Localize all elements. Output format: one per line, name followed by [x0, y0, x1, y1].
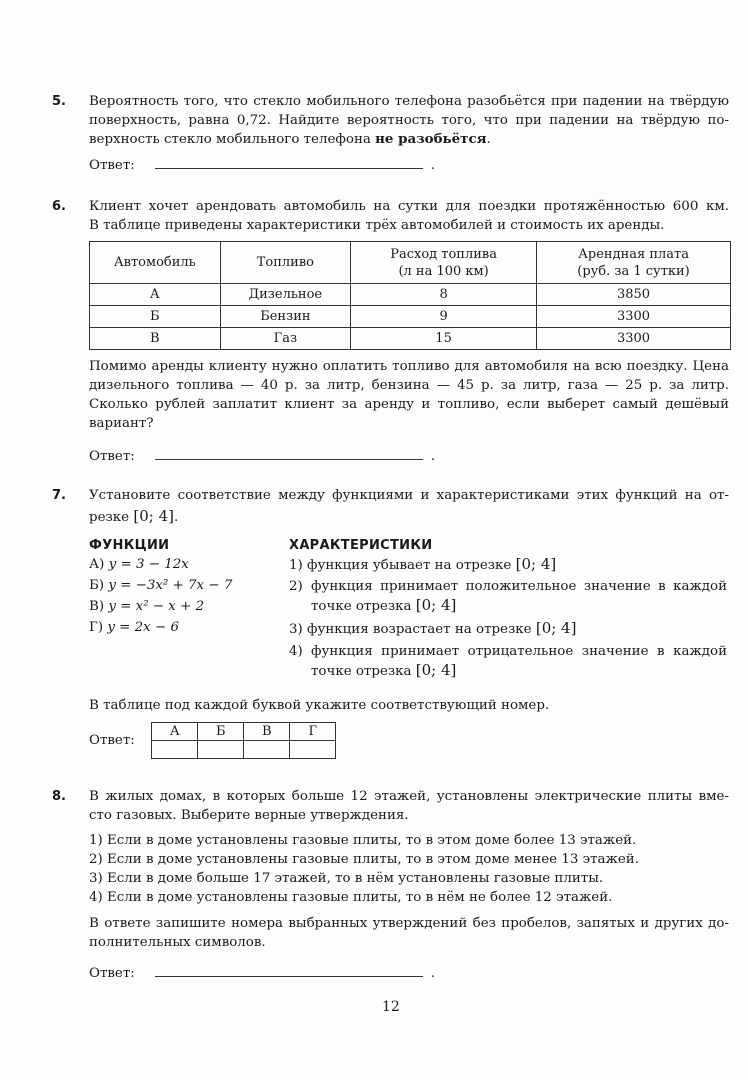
header-line: Расход топлива: [390, 246, 497, 262]
answer-label: Ответ:: [89, 733, 135, 748]
task-note: [89, 914, 729, 952]
interval: [0; 4]: [133, 507, 174, 525]
list-item: 1) Если в доме установлены газовые плиты, то в этом доме более 13 этажей.: [89, 833, 637, 848]
text-line: полнительных символов.: [89, 935, 266, 950]
table-cell: 3300: [537, 306, 731, 328]
item-label: Г): [89, 620, 104, 635]
interval: [0; 4]: [415, 661, 457, 679]
interval: [0; 4]: [515, 555, 557, 573]
answer-field[interactable]: [155, 962, 423, 977]
cars-table: [89, 241, 731, 350]
text-line: Сколько рублей заплатит клиент за аренду и топливо, если выберет самый дешёвый: [89, 397, 729, 412]
task-number: 6.: [52, 199, 66, 214]
functions-column: [89, 536, 279, 637]
function-item: [89, 618, 279, 637]
item-text: функция возрастает на отрезке: [307, 622, 536, 637]
table-cell: 8: [351, 284, 537, 306]
answer-cell[interactable]: [152, 741, 198, 759]
answer-col-header: Б: [198, 723, 244, 741]
text-line: Помимо аренды клиенту нужно оплатить топливо для автомобиля на всю поездку. Цена: [89, 359, 729, 374]
function-item: [89, 597, 279, 616]
table-header: Топливо: [220, 242, 351, 284]
answer-cell[interactable]: [198, 741, 244, 759]
function-item: [89, 555, 279, 574]
item-text: функция принимает положительное значение в каждой: [311, 579, 727, 594]
item-label: 2): [289, 579, 303, 594]
text-line: дизельного топлива — 40 р. за литр, бензина — 45 р. за литр, газа — 25 р. за литр.: [89, 378, 729, 393]
item-label: 1): [289, 558, 303, 573]
table-cell: 3850: [537, 284, 731, 306]
answer-table-line: [89, 722, 336, 759]
answer-col-header: В: [244, 723, 290, 741]
item-label: А): [89, 557, 105, 572]
answer-col-header: Г: [290, 723, 336, 741]
item-text: точке отрезка: [311, 664, 416, 679]
text-line: сто газовых. Выберите верные утверждения.: [89, 808, 409, 823]
item-label: 4): [289, 644, 303, 659]
text-line: поверхность, равна 0,72. Найдите вероятность того, что при падении на твёрдую по-: [89, 113, 729, 128]
task-number: 8.: [52, 789, 66, 804]
task-number: 5.: [52, 94, 66, 109]
answer-field[interactable]: [155, 445, 423, 460]
table-header: [351, 242, 537, 284]
list-item: 2) Если в доме установлены газовые плиты, то в этом доме менее 13 этажей.: [89, 852, 639, 867]
answer-label: Ответ:: [89, 966, 135, 981]
page-number: 12: [382, 999, 400, 1015]
instruction: В таблице под каждой буквой укажите соответствующий номер.: [89, 698, 550, 713]
table-cell: Бензин: [220, 306, 351, 328]
statements-list: [89, 831, 729, 907]
interval: [0; 4]: [415, 596, 457, 614]
task-text: [89, 787, 729, 825]
text-line: В ответе запишите номера выбранных утверждений без пробелов, запятых и других до-: [89, 916, 729, 931]
text-line: Клиент хочет арендовать автомобиль на сутки для поездки протяжённостью 600 км.: [89, 199, 729, 214]
characteristic-item: [289, 642, 727, 681]
list-item: 4) Если в доме установлены газовые плиты, то в нём не более 12 этажей.: [89, 890, 613, 905]
functions-heading: ФУНКЦИИ: [89, 538, 170, 553]
answer-cell[interactable]: [290, 741, 336, 759]
header-line: (руб. за 1 сутки): [577, 263, 690, 279]
text-line: Вероятность того, что стекло мобильного телефона разобьётся при падении на твёрдую: [89, 94, 729, 109]
table-cell: 15: [351, 328, 537, 350]
answer-line: Ответ: .: [89, 445, 435, 466]
task-text: [89, 92, 729, 149]
text-fragment: .: [173, 510, 179, 525]
table-header-row: [152, 723, 336, 741]
text-line: В жилых домах, в которых больше 12 этажей, установлены электрические плиты вме-: [89, 789, 729, 804]
characteristics-heading: ХАРАКТЕРИСТИКИ: [289, 538, 433, 553]
characteristic-item: [289, 619, 727, 639]
answer-field[interactable]: [155, 154, 423, 169]
formula: y = −3x² + 7x − 7: [108, 578, 233, 593]
table-header-row: [90, 242, 731, 284]
table-row: [90, 306, 731, 328]
table-cell: 3300: [537, 328, 731, 350]
characteristic-item: [289, 577, 727, 616]
formula: y = 3 − 12x: [108, 557, 189, 572]
item-label: В): [89, 599, 105, 614]
item-text: точке отрезка: [311, 599, 416, 614]
answer-cell[interactable]: [244, 741, 290, 759]
text-line: вариант?: [89, 416, 154, 431]
table-header: [537, 242, 731, 284]
text-fragment: резке: [89, 510, 134, 525]
table-cell: 9: [351, 306, 537, 328]
answer-line: Ответ: .: [89, 962, 435, 983]
task-number: 7.: [52, 488, 66, 503]
answer-table: [151, 722, 336, 759]
answer-label: Ответ:: [89, 158, 135, 173]
item-label: Б): [89, 578, 105, 593]
table-cell: А: [90, 284, 221, 306]
item-label: 3): [289, 622, 303, 637]
text-fragment: верхность стекло мобильного телефона: [89, 132, 376, 147]
answer-col-header: А: [152, 723, 198, 741]
text-line: Установите соответствие между функциями и характеристиками этих функций на от-: [89, 488, 729, 503]
text-line: В таблице приведены характеристики трёх автомобилей и стоимость их аренды.: [89, 218, 665, 233]
answer-label: Ответ:: [89, 449, 135, 464]
task-text: [89, 486, 729, 527]
list-item: 3) Если в доме больше 17 этажей, то в нём установлены газовые плиты.: [89, 871, 604, 886]
text-line: [89, 130, 729, 149]
task-text: [89, 197, 729, 235]
header-line: Арендная плата: [578, 246, 689, 262]
table-row: [90, 284, 731, 306]
item-text: функция принимает отрицательное значение в каждой: [311, 644, 727, 659]
characteristics-column: [289, 536, 727, 681]
interval: [0; 4]: [535, 619, 577, 637]
text-fragment: .: [486, 132, 491, 147]
table-cell: Газ: [220, 328, 351, 350]
formula: y = 2x − 6: [107, 620, 179, 635]
formula: y = x² − x + 2: [108, 599, 205, 614]
table-cell: В: [90, 328, 221, 350]
emphasis: не разобьётся: [375, 131, 487, 147]
characteristic-item: [289, 555, 727, 575]
text-line: [89, 507, 729, 527]
table-cell: Дизельное: [220, 284, 351, 306]
item-text: функция убывает на отрезке: [307, 558, 516, 573]
answer-line: Ответ: .: [89, 154, 435, 175]
task-text: [89, 357, 729, 433]
table-cell: Б: [90, 306, 221, 328]
header-line: (л на 100 км): [398, 263, 489, 279]
table-row: [90, 328, 731, 350]
table-header: Автомобиль: [90, 242, 221, 284]
function-item: [89, 576, 279, 595]
table-row: [152, 741, 336, 759]
